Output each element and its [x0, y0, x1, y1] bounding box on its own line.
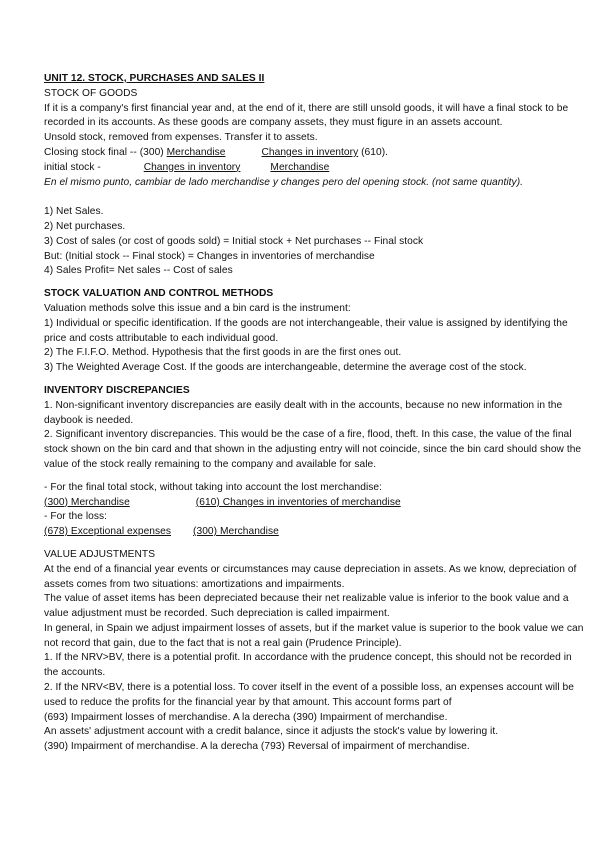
- closing-stock-entry: [44, 146, 584, 161]
- paragraph: 1. Non-significant inventory discrepancies are easily dealt with in the accounts, because no new information in the daybook is needed.: [44, 399, 563, 426]
- final-credit-account: (610) Changes in inventories of merchandise: [195, 496, 401, 508]
- loss-entry: [44, 525, 584, 540]
- italic-note: En el mismo punto, cambiar de lado merchandise y changes pero del opening stock. (not same quantity).: [44, 176, 524, 188]
- paragraph: An assets' adjustment account with a credit balance, since it adjusts the stock's value by lowering it.: [44, 726, 499, 738]
- section-heading-valuation: STOCK VALUATION AND CONTROL METHODS: [44, 288, 274, 300]
- method-item: 2) The F.I.F.O. Method. Hypothesis that the first goods in are the first ones out.: [44, 347, 402, 359]
- initial-credit-account: Merchandise: [270, 161, 330, 173]
- document-title: UNIT 12. STOCK, PURCHASES AND SALES II: [44, 73, 265, 84]
- loss-label: - For the loss:: [44, 511, 108, 523]
- paragraph: Unsold stock, removed from expenses. Transfer it to assets.: [44, 132, 318, 144]
- method-item: 1) Individual or specific identification. If the goods are not interchangeable, their value is assigned by identifying the price and costs attributable to each individual good.: [44, 317, 568, 344]
- final-stock-entry: [44, 496, 584, 511]
- paragraph: 2. If the NRV<BV, there is a potential loss. To cover itself in the event of a possible loss, an expenses account will be used to reduce the profits for the financial year by that amount. This account forms part of: [44, 682, 574, 708]
- paragraph: The value of asset items has been depreciated because their net realizable value is inferior to the book value and a value adjustment must be recorded. Such depreciation is called impairment.: [44, 593, 569, 620]
- paragraph: 1. If the NRV>BV, there is a potential profit. In accordance with the prudence concept, this should not be recorded in the accounts.: [44, 652, 572, 679]
- closing-stock-prefix: Closing stock final -- (300): [44, 146, 167, 158]
- list-item: 2) Net purchases.: [44, 220, 126, 232]
- paragraph: (693) Impairment losses of merchandise. A la derecha (390) Impairment of merchandise.: [44, 711, 448, 723]
- closing-debit-account: Merchandise: [166, 146, 226, 158]
- list-item: 3) Cost of sales (or cost of goods sold) = Initial stock + Net purchases -- Final stock: [44, 235, 424, 247]
- paragraph: 2. Significant inventory discrepancies. This would be the case of a fire, flood, theft. In this case, the value of the final stock shown on the bin card and that shown in the adjusting entry will not coincide, since the bin card should show the value of the stock really remaining to the company and available for sale.: [44, 429, 582, 470]
- paragraph: Valuation methods solve this issue and a bin card is the instrument:: [44, 302, 351, 314]
- section-heading-value-adjustments: VALUE ADJUSTMENTS: [44, 548, 156, 560]
- final-stock-label: - For the final total stock, without taking into account the lost merchandise:: [44, 481, 382, 493]
- closing-stock-suffix: (610).: [358, 146, 389, 158]
- initial-stock-prefix: initial stock -: [44, 161, 104, 173]
- loss-credit-account: (300) Merchandise: [193, 526, 279, 538]
- paragraph: If it is a company's first financial year and, at the end of it, there are still unsold goods, it will have a final stock to be recorded in its accounts. As these goods are company assets, they must figure in an assets account.: [44, 102, 569, 129]
- list-item: 4) Sales Profit= Net sales -- Cost of sales: [44, 265, 233, 277]
- paragraph: In general, in Spain we adjust impairment losses of assets, but if the market value is superior to the book value we can not record that gain, due to the fact that is not a real gain (Prudence Principle).: [44, 622, 584, 649]
- document-page: [44, 72, 584, 755]
- loss-debit-account: (678) Exceptional expenses: [44, 526, 172, 538]
- initial-debit-account: Changes in inventory: [143, 161, 241, 173]
- method-item: 3) The Weighted Average Cost. If the goods are interchangeable, determine the average cost of the stock.: [44, 362, 527, 374]
- paragraph: (390) Impairment of merchandise. A la derecha (793) Reversal of impairment of merchandise.: [44, 741, 470, 753]
- list-item: 1) Net Sales.: [44, 206, 104, 218]
- paragraph: At the end of a financial year events or circumstances may cause depreciation in assets. As we know, depreciation of assets comes from two situations: amortizations and impairments.: [44, 563, 577, 590]
- initial-stock-entry: [44, 161, 584, 176]
- closing-credit-account: Changes in inventory: [261, 146, 359, 158]
- final-debit-account: (300) Merchandise: [44, 496, 130, 508]
- section-heading-discrepancies: INVENTORY DISCREPANCIES: [44, 384, 190, 396]
- list-item: But: (Initial stock -- Final stock) = Changes in inventories of merchandise: [44, 250, 375, 262]
- section-heading-stock-of-goods: STOCK OF GOODS: [44, 87, 138, 99]
